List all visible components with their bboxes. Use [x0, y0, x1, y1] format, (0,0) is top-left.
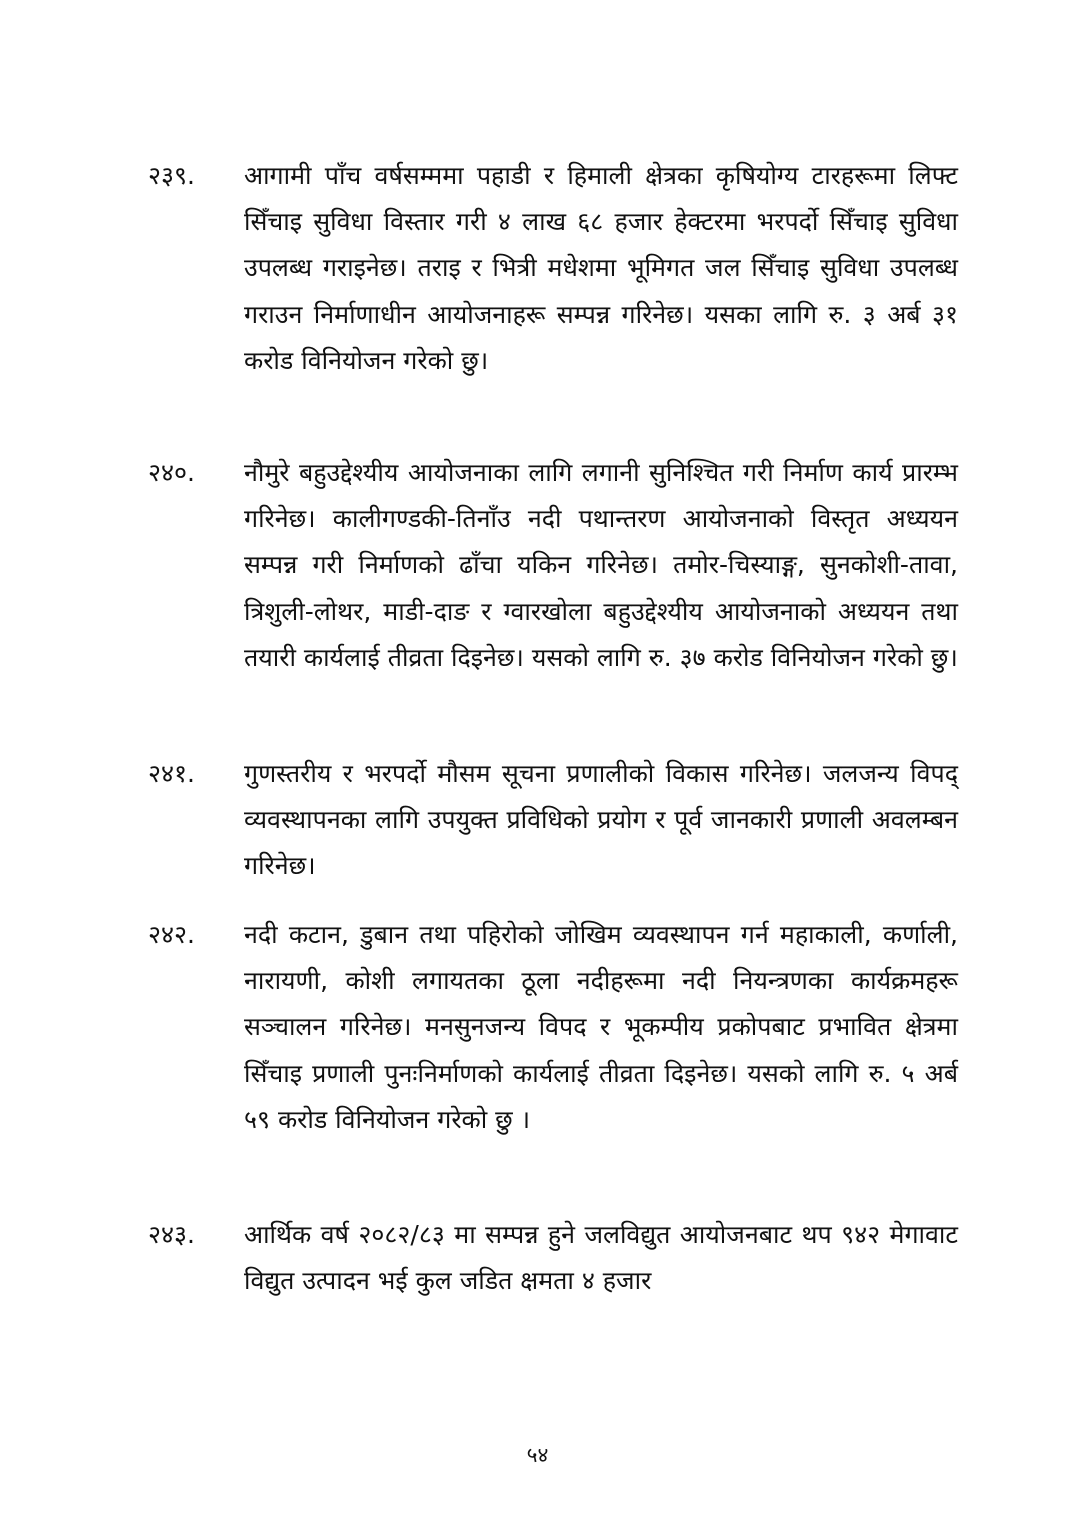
paragraph-239 [148, 153, 958, 384]
paragraph-number: २४२. [148, 920, 195, 949]
paragraph-number: २३९. [148, 161, 195, 190]
paragraph-243 [148, 1212, 958, 1304]
paragraph-text: आगामी पाँच वर्षसम्ममा पहाडी र हिमाली क्षेत्रका कृषियोग्य टारहरूमा लिफ्ट सिँचाइ सुविधा विस्तार गरी ४ लाख ६८ हजार हेक्टरमा भरपर्दो सिँचाइ सुविधा उपलब्ध गराइनेछ। तराइ र भित्री मधेशमा भूमिगत जल सिँचाइ सुविधा उपलब्ध गराउन निर्माणाधीन आयोजनाहरू सम्पन्न गरिनेछ। यसका लागि रु. ३ अर्ब ३१ करोड विनियोजन गरेको छु। [244, 161, 958, 375]
paragraph-text: नौमुरे बहुउद्देश्यीय आयोजनाका लागि लगानी सुनिश्चित गरी निर्माण कार्य प्रारम्भ गरिनेछ। कालीगण्डकी-तिनाँउ नदी पथान्तरण आयोजनाको विस्तृत अध्ययन सम्पन्न गरी निर्माणको ढाँचा यकिन गरिनेछ। तमोर-चिस्याङ्ग, सुनकोशी-तावा, त्रिशुली-लोथर, माडी-दाङ र ग्वारखोला बहुउद्देश्यीय आयोजनाको अध्ययन तथा तयारी कार्यलाई तीव्रता दिइनेछ। यसको लागि रु. ३७ करोड विनियोजन गरेको छु। [244, 458, 958, 672]
paragraph-number: २४०. [148, 458, 195, 487]
page-number: ५४ [526, 1443, 549, 1467]
paragraph-number: २४१. [148, 759, 195, 788]
paragraph-text: आर्थिक वर्ष २०८२/८३ मा सम्पन्न हुने जलविद्युत आयोजनबाट थप ९४२ मेगावाट विद्युत उत्पादन भई कुल जडित क्षमता ४ हजार [244, 1220, 958, 1296]
paragraph-241 [148, 751, 958, 890]
paragraph-242 [148, 912, 958, 1143]
paragraph-240 [148, 450, 958, 681]
paragraph-text: नदी कटान, डुबान तथा पहिरोको जोखिम व्यवस्थापन गर्न महाकाली, कर्णाली, नारायणी, कोशी लगायतका ठूला नदीहरूमा नदी नियन्त्रणका कार्यक्रमहरू सञ्चालन गरिनेछ। मनसुनजन्य विपद र भूकम्पीय प्रकोपबाट प्रभावित क्षेत्रमा सिँचाइ प्रणाली पुनःनिर्माणको कार्यलाई तीव्रता दिइनेछ। यसको लागि रु. ५ अर्ब ५९ करोड विनियोजन गरेको छु । [244, 920, 958, 1134]
paragraph-number: २४३. [148, 1220, 195, 1249]
paragraph-text: गुणस्तरीय र भरपर्दो मौसम सूचना प्रणालीको विकास गरिनेछ। जलजन्य विपद् व्यवस्थापनका लागि उपयुक्त प्रविधिको प्रयोग र पूर्व जानकारी प्रणाली अवलम्बन गरिनेछ। [244, 759, 958, 881]
